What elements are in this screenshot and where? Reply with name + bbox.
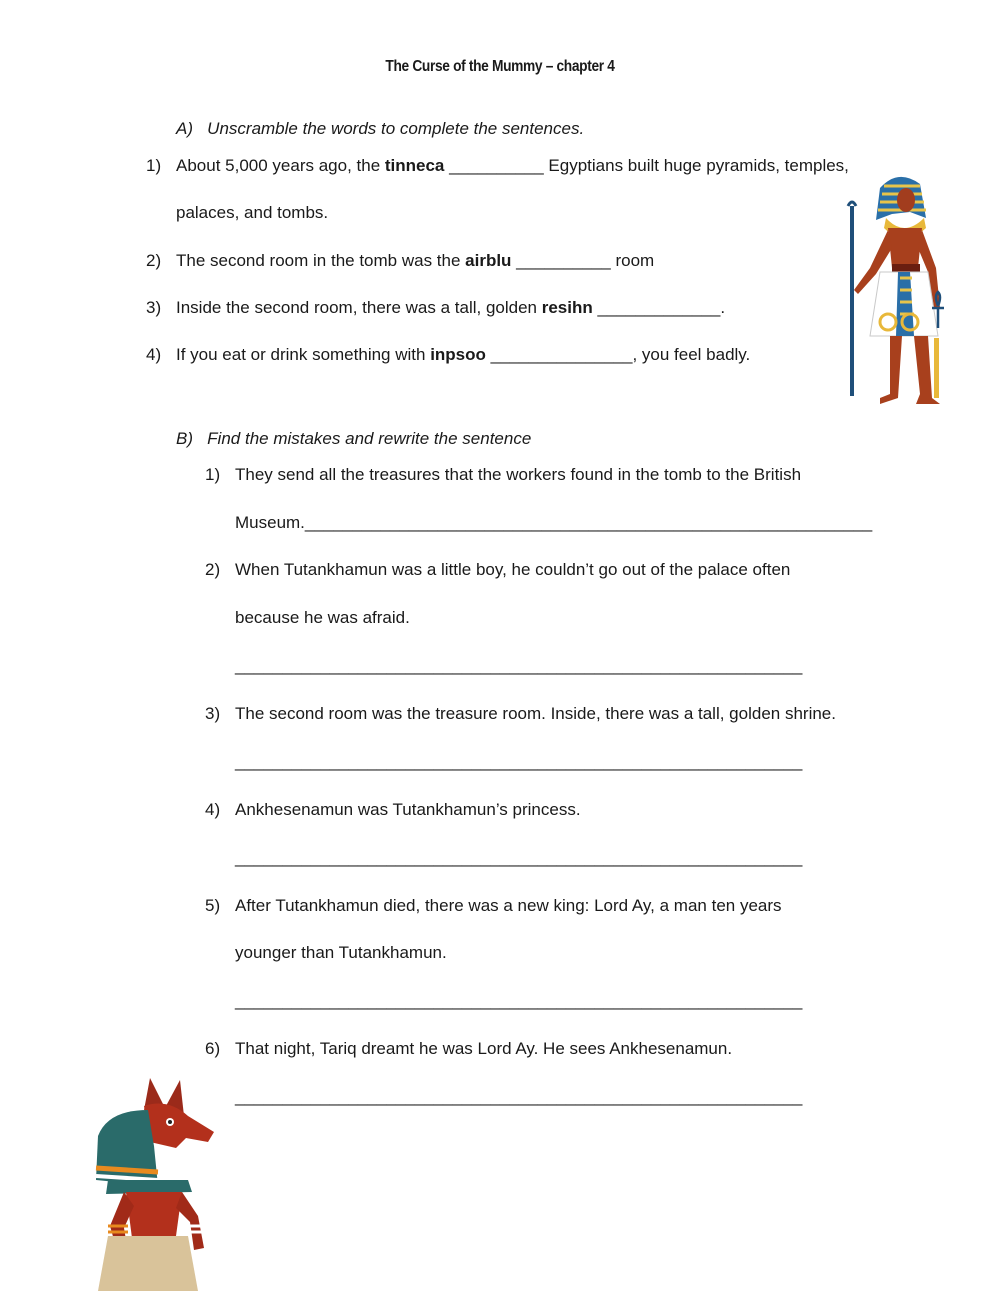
sentence-text: room <box>615 251 655 270</box>
b-item-number: 2) <box>205 560 221 579</box>
b-item-1-line1: They send all the treasures that the workers found in the tomb to the British <box>235 465 802 484</box>
a-item-4-text <box>176 345 750 365</box>
section-a-instruction: Unscramble the words to complete the sentences. <box>207 119 585 138</box>
answer-blank[interactable]: _____________ <box>592 298 721 317</box>
pharaoh-figure <box>840 168 950 408</box>
item-number: 3) <box>146 298 162 317</box>
b-item-2-line1: When Tutankhamun was a little boy, he couldn’t go out of the palace often <box>235 560 791 579</box>
b-item-2-answer-line[interactable]: ____________________________________________________________ <box>235 656 803 675</box>
b-item-4-answer-line[interactable]: ____________________________________________________________ <box>235 848 803 867</box>
b-item-1-line2[interactable]: Museum.____________________________________________________________ <box>235 513 873 532</box>
page-title: The Curse of the Mummy – chapter 4 <box>385 58 615 75</box>
a-item-2 <box>146 251 161 271</box>
b-item-6-line1: That night, Tariq dreamt he was Lord Ay. He sees Ankhesenamun. <box>235 1039 733 1058</box>
sentence-text: About 5,000 years ago, the <box>176 156 385 175</box>
section-a-heading <box>176 119 584 139</box>
sentence-text: Egyptians built huge pyramids, temples, <box>548 156 849 175</box>
b-item-2-line2: because he was afraid. <box>235 608 410 627</box>
b-item-number: 5) <box>205 896 221 915</box>
b-item-5-line2: younger than Tutankhamun. <box>235 943 447 962</box>
anubis-figure <box>88 1076 218 1291</box>
b-item-number: 4) <box>205 800 221 819</box>
answer-blank[interactable]: __________ <box>511 251 616 270</box>
sentence-text: If you eat or drink something with <box>176 345 431 364</box>
staff-icon <box>850 206 854 396</box>
item-number: 4) <box>146 345 162 364</box>
answer-blank[interactable]: __________ <box>444 156 549 175</box>
b-item-3-line1: The second room was the treasure room. Inside, there was a tall, golden shrine. <box>235 704 836 723</box>
b-item-number: 3) <box>205 704 221 723</box>
scrambled-word: resihn <box>541 298 593 317</box>
section-b-heading <box>176 429 531 449</box>
a-item-2-text <box>176 251 654 271</box>
b-item-number: 6) <box>205 1039 221 1058</box>
b-item-6-answer-line[interactable]: ____________________________________________________________ <box>235 1087 803 1106</box>
a-item-1-text <box>176 156 849 176</box>
sentence-text: The second room in the tomb was the <box>176 251 466 270</box>
a-item-4 <box>146 345 161 365</box>
b-item-4-line1: Ankhesenamun was Tutankhamun’s princess. <box>235 800 581 819</box>
scrambled-word: inpsoo <box>430 345 486 364</box>
scrambled-word: airblu <box>465 251 512 270</box>
sentence-text: , you feel badly. <box>632 345 751 364</box>
sentence-text: Inside the second room, there was a tall, golden <box>176 298 542 317</box>
section-b-instruction: Find the mistakes and rewrite the sentence <box>207 429 532 448</box>
a-item-3 <box>146 298 161 318</box>
sentence-text: . <box>720 298 726 317</box>
section-b-letter: B) <box>176 429 193 448</box>
scrambled-word: tinneca <box>384 156 445 175</box>
a-item-1 <box>146 156 161 176</box>
b-item-5-answer-line[interactable]: ____________________________________________________________ <box>235 991 803 1010</box>
answer-blank[interactable]: _______________ <box>485 345 633 364</box>
section-a-letter: A) <box>176 119 193 138</box>
item-number: 1) <box>146 156 162 175</box>
b-item-number: 1) <box>205 465 221 484</box>
b-item-5-line1: After Tutankhamun died, there was a new king: Lord Ay, a man ten years <box>235 896 782 915</box>
a-item-3-text <box>176 298 725 318</box>
b-item-3-answer-line[interactable]: ____________________________________________________________ <box>235 752 803 771</box>
item-number: 2) <box>146 251 162 270</box>
a-item-1-cont: palaces, and tombs. <box>176 203 329 222</box>
